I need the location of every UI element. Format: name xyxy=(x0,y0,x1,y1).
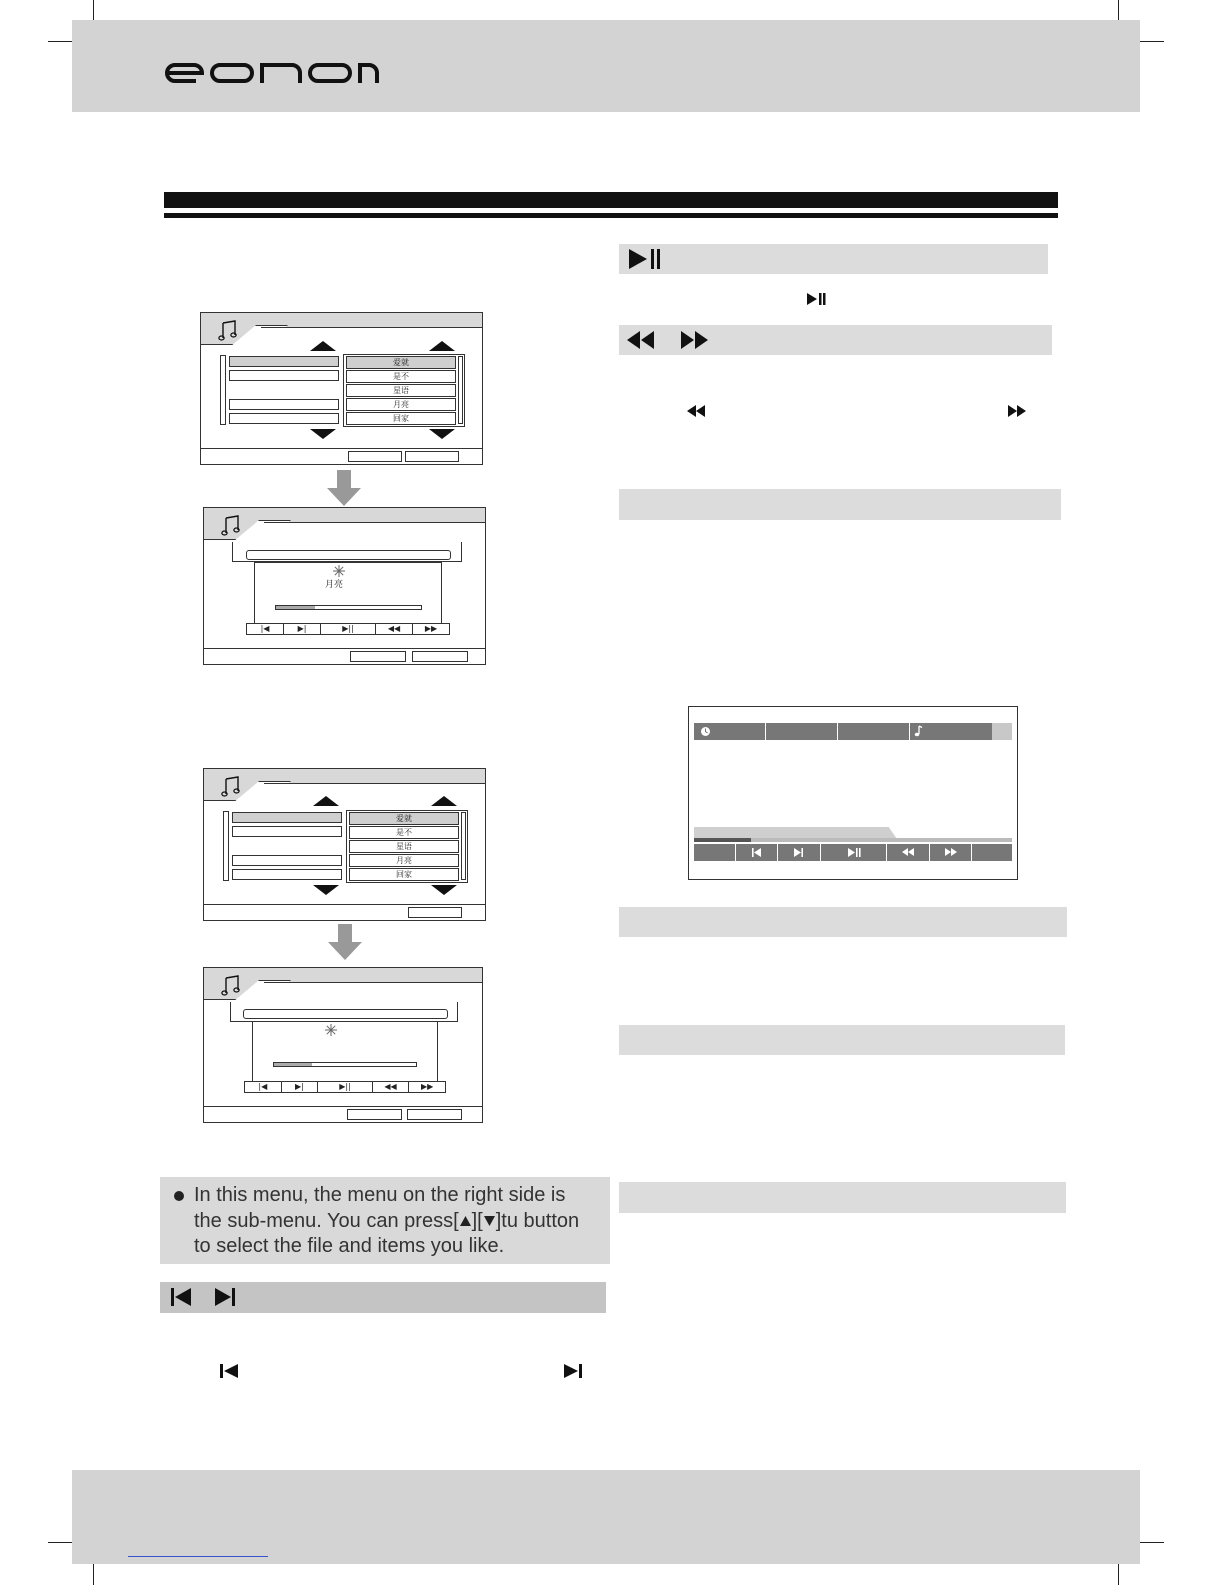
prev-next-section-bar xyxy=(160,1282,606,1313)
up-arrow-icon[interactable] xyxy=(431,796,457,806)
file-list-screen-2 xyxy=(203,768,486,921)
track-title: 月亮 xyxy=(325,580,344,590)
screen-bottom-bar xyxy=(204,1106,482,1122)
crop-mark xyxy=(1140,1542,1164,1543)
progress-track[interactable] xyxy=(694,838,1012,842)
list-item[interactable] xyxy=(232,812,342,823)
music-segment xyxy=(910,723,992,740)
screen-button[interactable] xyxy=(407,1109,462,1120)
player-control-bar xyxy=(694,844,1012,861)
rewind-forward-section-bar xyxy=(619,325,1052,355)
title-rule-thin xyxy=(164,213,1058,218)
screen-button[interactable] xyxy=(412,651,468,662)
fast-forward-icon[interactable]: ▶▶ xyxy=(421,1082,434,1091)
scrollbar[interactable] xyxy=(220,355,226,425)
info-note-text xyxy=(194,1183,614,1260)
play-dialog xyxy=(252,1021,438,1083)
list-item[interactable] xyxy=(232,826,342,837)
fast-forward-icon[interactable] xyxy=(930,844,972,861)
info-segment xyxy=(838,723,910,740)
sub-menu-item[interactable]: 月亮 xyxy=(349,854,459,867)
info-line-3: to select the file and items you like. xyxy=(194,1235,505,1257)
dialog-titlebar xyxy=(246,550,451,560)
down-arrow-icon[interactable] xyxy=(310,429,336,439)
play-pause-section-bar xyxy=(619,244,1048,274)
next-track-icon[interactable]: ▶| xyxy=(282,1082,319,1092)
clock-icon xyxy=(700,726,711,737)
sub-menu-item[interactable]: 星语 xyxy=(346,384,456,397)
play-pause-icon[interactable] xyxy=(821,844,888,861)
crop-mark xyxy=(1140,41,1164,42)
flow-arrow-down-icon xyxy=(327,470,361,506)
file-list-screen-1 xyxy=(200,312,483,465)
play-pause-icon xyxy=(807,292,827,306)
crop-mark xyxy=(93,1564,94,1585)
down-triangle-icon xyxy=(483,1214,496,1227)
list-item[interactable] xyxy=(229,370,339,381)
control-spacer xyxy=(694,844,736,861)
screen-bottom-bar xyxy=(201,448,482,464)
info-line-2: the sub-menu. You can press[ ][ ]tu button xyxy=(194,1209,580,1232)
section-bar-3 xyxy=(619,489,1061,520)
sub-menu-item[interactable]: 是不 xyxy=(349,826,459,839)
music-note-icon xyxy=(220,775,242,797)
control-bar xyxy=(244,1081,446,1093)
down-arrow-icon[interactable] xyxy=(313,885,339,895)
section-bar-5 xyxy=(619,1025,1065,1055)
fast-forward-icon xyxy=(1008,405,1026,417)
prev-track-icon xyxy=(170,1286,192,1308)
down-arrow-icon[interactable] xyxy=(431,885,457,895)
sub-menu-item[interactable]: 回家 xyxy=(349,868,459,881)
rewind-icon[interactable]: ◀◀ xyxy=(376,624,413,634)
screen-button[interactable] xyxy=(408,907,462,918)
sub-menu-item[interactable]: 爱就 xyxy=(346,356,456,369)
prev-track-icon[interactable]: |◀ xyxy=(245,1082,282,1092)
next-track-icon xyxy=(564,1363,582,1379)
section-bar-4 xyxy=(619,907,1067,937)
rewind-icon xyxy=(626,330,656,350)
down-arrow-icon[interactable] xyxy=(429,429,455,439)
screen-tab xyxy=(204,508,485,540)
music-note-icon xyxy=(220,514,242,536)
player-screen xyxy=(688,706,1018,880)
crop-mark xyxy=(48,1542,72,1543)
crop-mark xyxy=(1118,0,1119,20)
screen-tab xyxy=(204,968,482,1000)
list-item[interactable] xyxy=(229,399,339,410)
info-segment xyxy=(766,723,838,740)
list-item[interactable] xyxy=(229,413,339,424)
crop-mark xyxy=(1118,1564,1119,1585)
eonon-logo xyxy=(164,60,379,91)
sub-menu-scrollbar[interactable] xyxy=(458,356,463,424)
crop-mark xyxy=(93,0,94,20)
info-note-box xyxy=(160,1177,610,1264)
sub-menu-item[interactable]: 回家 xyxy=(346,412,456,425)
up-arrow-icon[interactable] xyxy=(310,341,336,351)
screen-button[interactable] xyxy=(347,1109,402,1120)
next-track-icon[interactable]: ▶| xyxy=(284,624,321,634)
list-item[interactable] xyxy=(232,855,342,866)
sub-menu-item[interactable]: 是不 xyxy=(346,370,456,383)
next-track-icon xyxy=(214,1286,236,1308)
page-footer xyxy=(72,1470,1140,1564)
screen-bottom-bar xyxy=(204,648,485,664)
prev-track-icon xyxy=(220,1363,238,1379)
list-item[interactable] xyxy=(232,869,342,880)
dialog-titlebar xyxy=(243,1009,448,1019)
rewind-icon xyxy=(687,405,705,417)
next-track-icon[interactable] xyxy=(778,844,820,861)
footer-link-underline[interactable] xyxy=(128,1556,268,1557)
list-item[interactable] xyxy=(229,356,339,367)
music-note-icon xyxy=(914,725,923,737)
crop-mark xyxy=(48,41,72,42)
play-dialog xyxy=(254,562,442,624)
scrollbar[interactable] xyxy=(223,811,229,881)
info-line-1: In this menu, the menu on the right side is xyxy=(194,1184,566,1206)
up-arrow-icon[interactable] xyxy=(429,341,455,351)
music-note-icon xyxy=(217,319,239,341)
rewind-icon[interactable]: ◀◀ xyxy=(373,1082,410,1092)
sub-menu-scrollbar[interactable] xyxy=(461,812,466,880)
time-segment xyxy=(694,723,766,740)
prev-track-icon[interactable] xyxy=(736,844,778,861)
sub-menu-item[interactable]: 星语 xyxy=(349,840,459,853)
playing-screen-1 xyxy=(203,507,486,665)
screen-button[interactable] xyxy=(405,451,459,462)
fast-forward-icon xyxy=(679,330,709,350)
music-note-icon xyxy=(220,974,242,996)
play-pause-icon[interactable]: ▶|| xyxy=(321,624,376,634)
fast-forward-icon[interactable]: ▶▶ xyxy=(424,624,438,633)
up-triangle-icon xyxy=(459,1214,472,1227)
control-bar xyxy=(246,623,450,635)
progress-bar[interactable] xyxy=(273,1062,417,1067)
play-pause-icon[interactable]: ▶|| xyxy=(318,1082,372,1092)
rewind-icon[interactable] xyxy=(887,844,929,861)
loading-icon xyxy=(333,565,345,577)
sub-menu-item[interactable]: 月亮 xyxy=(346,398,456,411)
loading-icon xyxy=(325,1024,337,1036)
up-arrow-icon[interactable] xyxy=(313,796,339,806)
playing-screen-2 xyxy=(203,967,483,1123)
control-spacer xyxy=(972,844,1012,861)
title-rule-thick xyxy=(164,192,1058,208)
flow-arrow-down-icon xyxy=(328,924,362,960)
play-pause-icon xyxy=(627,247,663,271)
progress-bar[interactable] xyxy=(275,605,422,610)
screen-button[interactable] xyxy=(350,651,406,662)
prev-track-icon[interactable]: |◀ xyxy=(247,624,284,634)
bullet-icon xyxy=(174,1191,184,1201)
screen-bottom-bar xyxy=(204,904,485,920)
sub-menu-item[interactable]: 爱就 xyxy=(349,812,459,825)
section-bar-6 xyxy=(619,1182,1066,1213)
screen-button[interactable] xyxy=(348,451,402,462)
